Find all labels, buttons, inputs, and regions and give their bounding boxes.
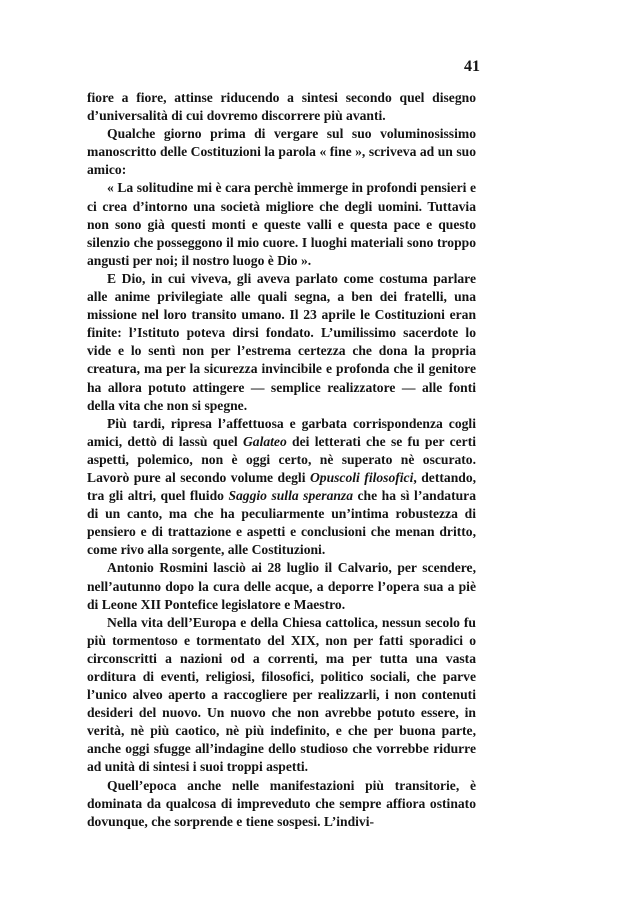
paragraph-8: Quell’epoca anche nelle manifestazioni più transitorie, è dominata da qualcosa di impreveduto che sempre affiora ostinato dovunque, che sorprende e tiene sospesi. L’indivi-	[87, 777, 476, 829]
paragraph-5-part-4: che ha sì l’andatura di un canto, ma che ha peculiarmente un’intima robustezza di pensiero e di trattazione e aspetti e conclusioni che menan dritto, come rivo alla sorgente, alle Costituzioni.	[87, 488, 476, 558]
opuscoli-title: Opuscoli filosofici	[309, 469, 414, 485]
paragraph-5-part-2: dei letterati che se fu per certi aspetti, polemico, non è oggi certo, nè superato nè oscurato. Lavorò pure al secondo volume degli	[87, 433, 476, 485]
paragraph-6: Antonio Rosmini lasciò ai 28 luglio il Calvario, per scendere, nell’autunno dopo la cura delle acque, a deporre l’opera sua a piè di Leone XII Pontefice legislatore e Maestro.	[87, 560, 476, 612]
paragraph-4: E Dio, in cui viveva, gli aveva parlato come costuma parlare alle anime privilegiate alle quali segna, a ben dei fratelli, una missione nel loro transito umano. Il 23 aprile le Costituzioni eran finite: l’Istituto poteva dirsi fondato. L’umilissimo sacerdote lo vide e lo sentì non per l’estrema certezza che dona la propria creatura, ma per la sicurezza invincibile e profonda che il genitore ha allora potuto attingere — semplice realizzatore — alle fonti della vita che non si spegne.	[87, 270, 476, 413]
galateo-title: Galateo	[242, 433, 287, 449]
paragraph-5-part-1: Più tardi, ripresa l’affettuosa e garbata corrispondenza cogli amici, dettò di lassù quel	[87, 415, 476, 449]
saggio-title: Saggio sulla speranza	[228, 488, 354, 504]
paragraph-7: Nella vita dell’Europa e della Chiesa cattolica, nessun secolo fu più tormentoso e tormentato del XIX, non per fatti sporadici o circonscritti a nazioni od a correnti, ma per tutta una vasta orditura di eventi, religiosi, filosofici, politico sociali, che parve l’unico alveo aperto a raccogliere per realizzarli, i non contenuti desideri del nuovo. Un nuovo che non avrebbe potuto essere, in verità, nè più caotico, nè più indefinito, e che per buona parte, anche oggi sfugge all’indagine dello studioso che vorrebbe ridurre ad unità di sintesi i suoi troppi aspetti.	[87, 614, 476, 775]
paragraph-1: fiore a fiore, attinse riducendo a sintesi secondo quel disegno d’universalità di cui dovremo discorrere più avanti.	[87, 90, 476, 124]
paragraph-2: Qualche giorno prima di vergare sul suo voluminosissimo manoscritto delle Costituzioni la parola « fine », scriveva ad un suo amico:	[87, 126, 476, 178]
body-text	[87, 89, 476, 831]
paragraph-5	[87, 415, 476, 560]
paragraph-5-part-3: , dettando, tra gli altri, quel fluido	[87, 469, 477, 504]
page-number: 41	[464, 58, 480, 75]
quotation-paragraph: « La solitudine mi è cara perchè immerge in profondi pensieri e ci crea d’intorno una società migliore che degli uomini. Tuttavia non sono già questi monti e queste valli e questa pace e questo silenzio che posseggono il mio cuore. I luoghi materiali sono troppo angusti per noi; il nostro luogo è Dio ».	[87, 180, 476, 268]
